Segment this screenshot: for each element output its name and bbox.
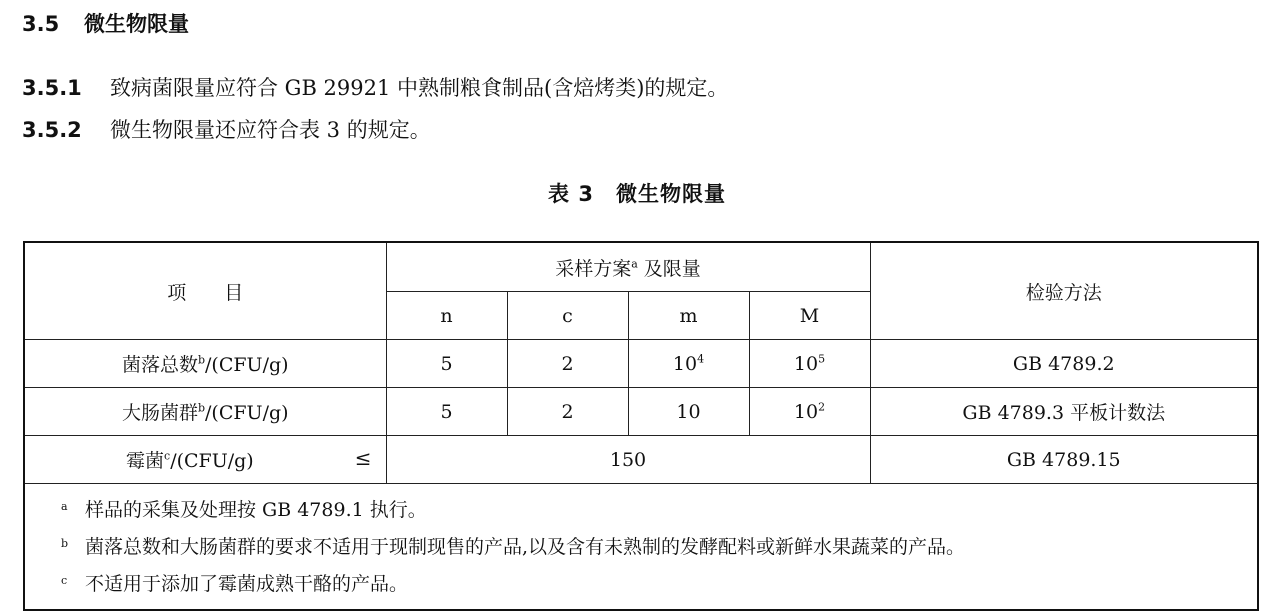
header-M: M: [749, 292, 870, 340]
row-m: $10^4$: [628, 340, 749, 388]
less-equal-symbol: ≤: [354, 446, 372, 470]
table-header-row: [24, 242, 1258, 292]
table-notes: [24, 484, 1258, 611]
row-method: GB 4789.15: [870, 436, 1258, 484]
row-M: $10^2$: [749, 388, 870, 436]
clause-number: 3.5.2: [22, 118, 82, 142]
table-notes-row: [24, 484, 1258, 611]
header-test-method: 检验方法: [870, 242, 1258, 340]
header-n: n: [386, 292, 507, 340]
table-caption-number: 表 3: [548, 182, 594, 206]
clause-text: 微生物限量还应符合表 3 的规定。: [110, 118, 431, 142]
row-n: 5: [386, 388, 507, 436]
table-note: a 样品的采集及处理按 GB 4789.1 执行。: [61, 499, 427, 521]
clause-3-5-2: [22, 114, 431, 144]
row-method: GB 4789.3 平板计数法: [870, 388, 1258, 436]
clause-text: 致病菌限量应符合 GB 29921 中熟制粮食制品(含焙烤类)的规定。: [110, 76, 729, 100]
header-c: c: [507, 292, 628, 340]
row-n: 5: [386, 340, 507, 388]
microbial-limits-table: [23, 241, 1259, 611]
row-method: GB 4789.2: [870, 340, 1258, 388]
clause-number: 3.5.1: [22, 76, 82, 100]
row-item: 菌落总数$^b$/(CFU/g): [24, 340, 386, 388]
row-limit: 150: [386, 436, 870, 484]
row-m: 10: [628, 388, 749, 436]
section-number: 3.5: [22, 12, 60, 36]
section-heading: [22, 8, 189, 38]
table-caption: [0, 178, 1274, 208]
table-row: [24, 388, 1258, 436]
header-item: 项 目: [24, 242, 386, 340]
clause-3-5-1: [22, 72, 728, 102]
header-sampling-plan: 采样方案$^a$ 及限量: [386, 242, 870, 292]
row-item: 大肠菌群$^b$/(CFU/g): [24, 388, 386, 436]
section-title: 微生物限量: [84, 12, 189, 36]
row-M: $10^5$: [749, 340, 870, 388]
table-note: b 菌落总数和大肠菌群的要求不适用于现制现售的产品,以及含有未熟制的发酵配料或新鲜水果蔬菜的产品。: [61, 536, 966, 558]
row-c: 2: [507, 340, 628, 388]
header-m: m: [628, 292, 749, 340]
row-item: 霉菌$^c$/(CFU/g) ≤: [24, 436, 386, 484]
table-note: c 不适用于添加了霉菌成熟干酪的产品。: [61, 573, 409, 595]
table-caption-title: 微生物限量: [615, 182, 726, 206]
row-c: 2: [507, 388, 628, 436]
table-row-mold: [24, 436, 1258, 484]
table-row: [24, 340, 1258, 388]
